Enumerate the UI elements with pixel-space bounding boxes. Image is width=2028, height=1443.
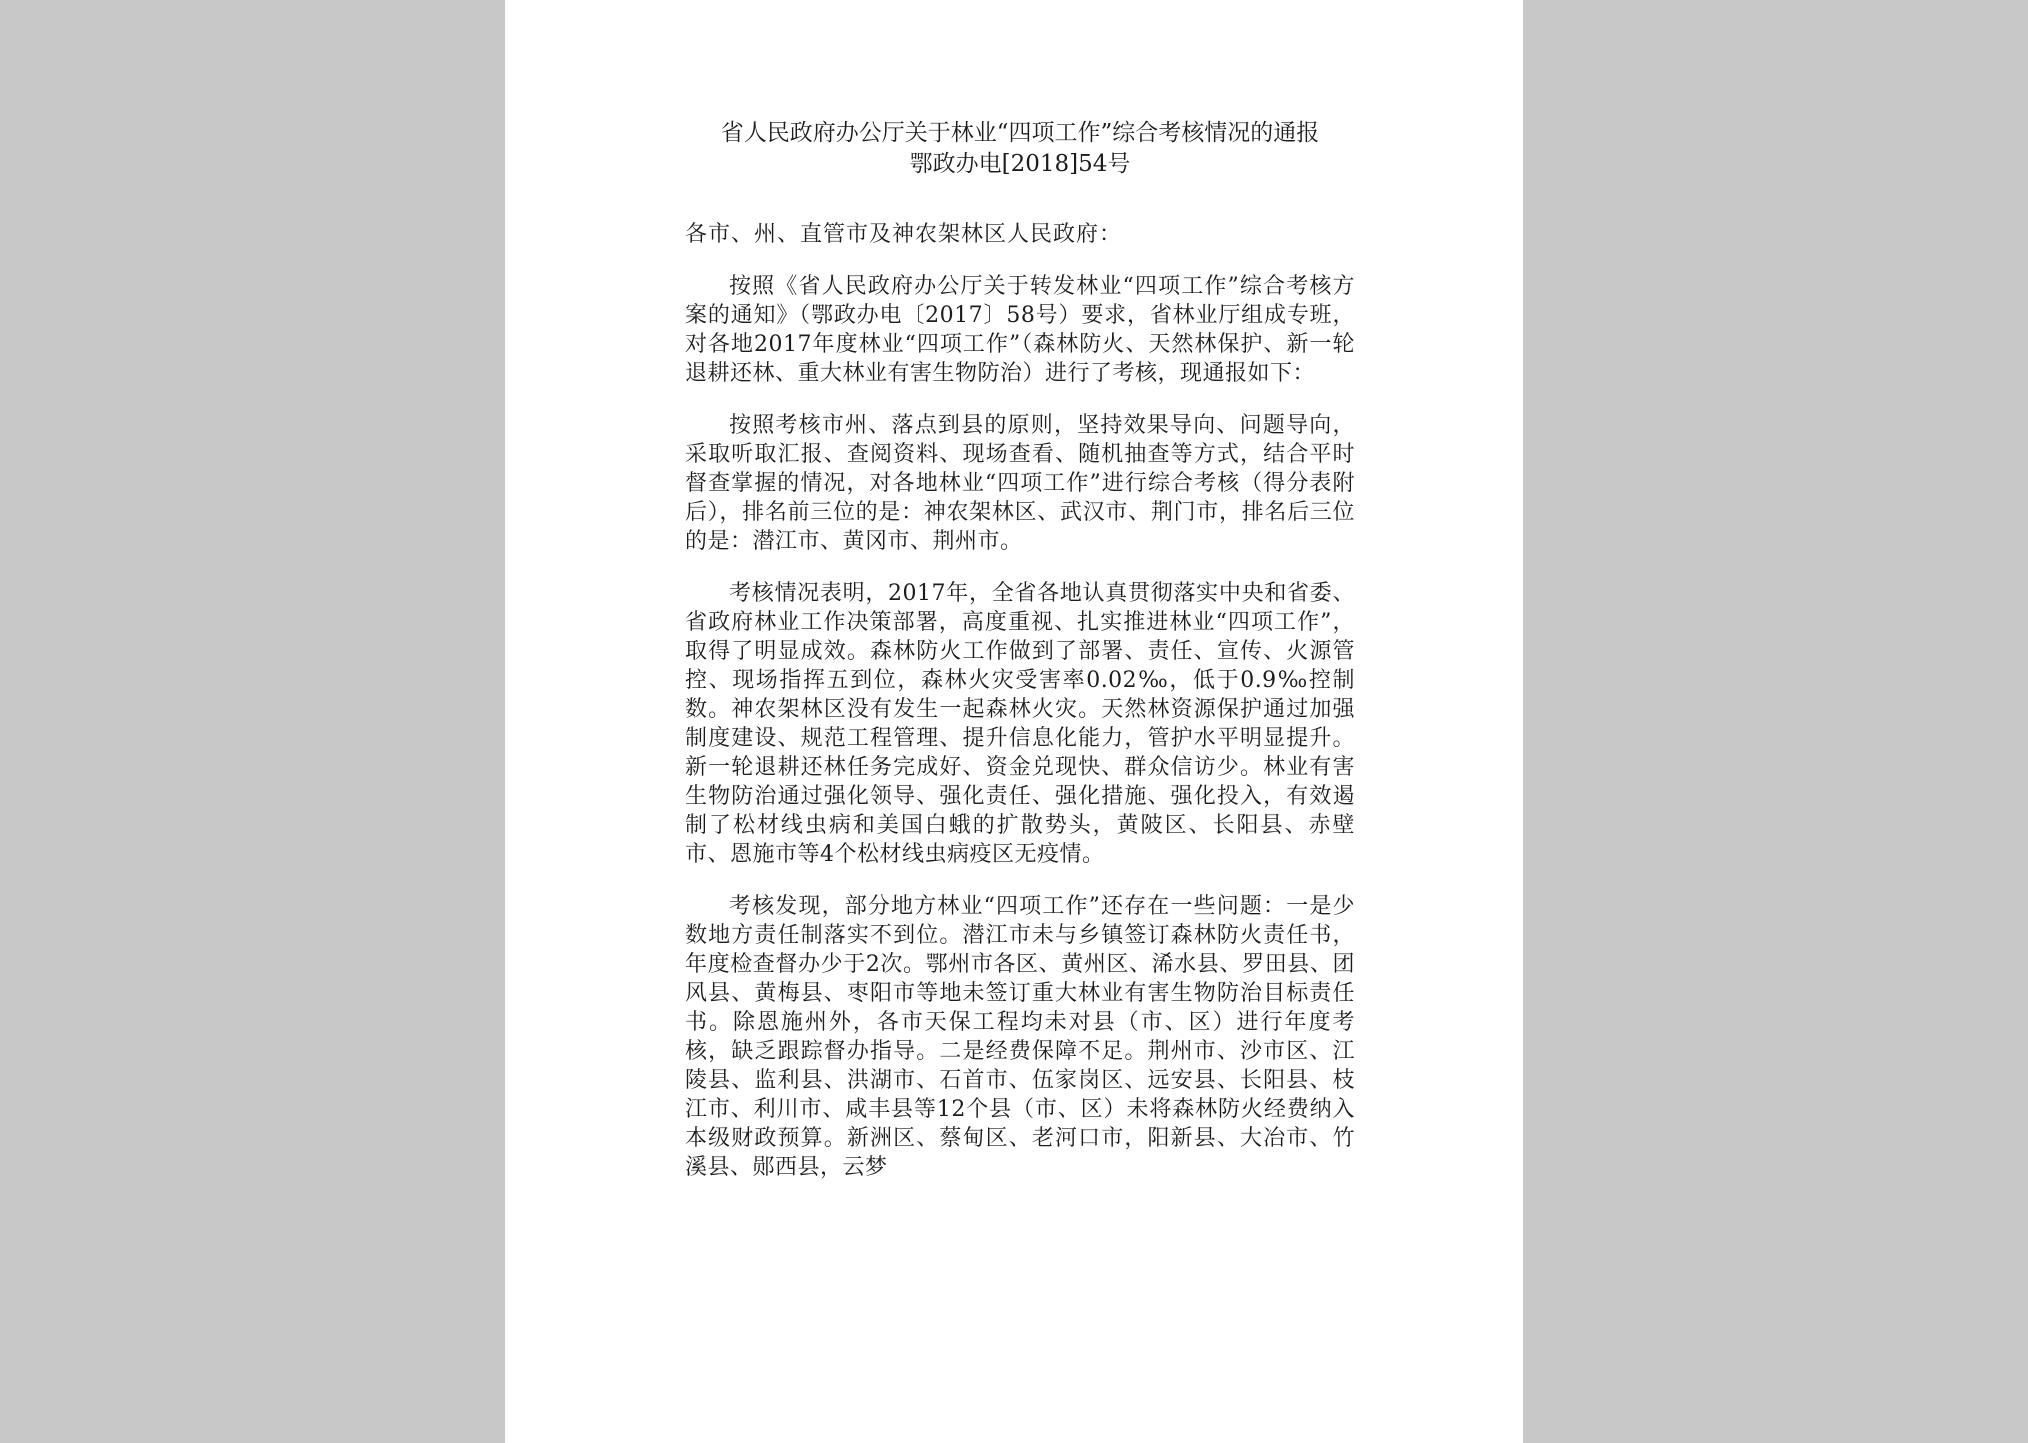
document-content bbox=[685, 118, 1355, 1205]
paragraph-4: 考核发现，部分地方林业“四项工作”还存在一些问题：一是少数地方责任制落实不到位。潜江市未与乡镇签订森林防火责任书，年度检查督办少于2次。鄂州市各区、黄州区、浠水县、罗田县、团风县、黄梅县、枣阳市等地未签订重大林业有害生物防治目标责任书。除恩施州外，各市天保工程均未对县（市、区）进行年度考核，缺乏跟踪督办指导。二是经费保障不足。荆州市、沙市区、江陵县、监利县、洪湖市、石首市、伍家岗区、远安县、长阳县、枝江市、利川市、咸丰县等12个县（市、区）未将森林防火经费纳入本级财政预算。新洲区、蔡甸区、老河口市，阳新县、大冶市、竹溪县、郧西县，云梦 bbox=[685, 894, 1355, 1180]
paragraph-3: 考核情况表明，2017年，全省各地认真贯彻落实中央和省委、省政府林业工作决策部署，高度重视、扎实推进林业“四项工作”，取得了明显成效。森林防火工作做到了部署、责任、宣传、火源管控、现场指挥五到位，森林火灾受害率0.02‰，低于0.9‰控制数。神农架林区没有发生一起森林火灾。天然林资源保护通过加强制度建设、规范工程管理、提升信息化能力，管护水平明显提升。新一轮退耕还林任务完成好、资金兑现快、群众信访少。林业有害生物防治通过强化领导、强化责任、强化措施、强化投入，有效遏制了松材线虫病和美国白蛾的扩散势头，黄陂区、长阳县、赤壁市、恩施市等4个松材线虫病疫区无疫情。 bbox=[685, 581, 1355, 867]
paragraph-2: 按照考核市州、落点到县的原则，坚持效果导向、问题导向，采取听取汇报、查阅资料、现场查看、随机抽查等方式，结合平时督查掌握的情况，对各地林业“四项工作”进行综合考核（得分表附后），排名前三位的是：神农架林区、武汉市、荆门市，排名后三位的是：潜江市、黄冈市、荆州市。 bbox=[685, 413, 1355, 554]
document-page bbox=[505, 0, 1523, 1443]
salutation: 各市、州、直管市及神农架林区人民政府： bbox=[685, 222, 1123, 247]
document-number: 鄂政办电[2018]54号 bbox=[909, 151, 1131, 177]
paragraph-1: 按照《省人民政府办公厅关于转发林业“四项工作”综合考核方案的通知》（鄂政办电〔2017〕58号）要求，省林业厅组成专班，对各地2017年度林业“四项工作”（森林防火、天然林保护、新一轮退耕还林、重大林业有害生物防治）进行了考核，现通报如下： bbox=[685, 274, 1356, 386]
document-title: 省人民政府办公厅关于林业“四项工作”综合考核情况的通报 bbox=[720, 120, 1320, 146]
